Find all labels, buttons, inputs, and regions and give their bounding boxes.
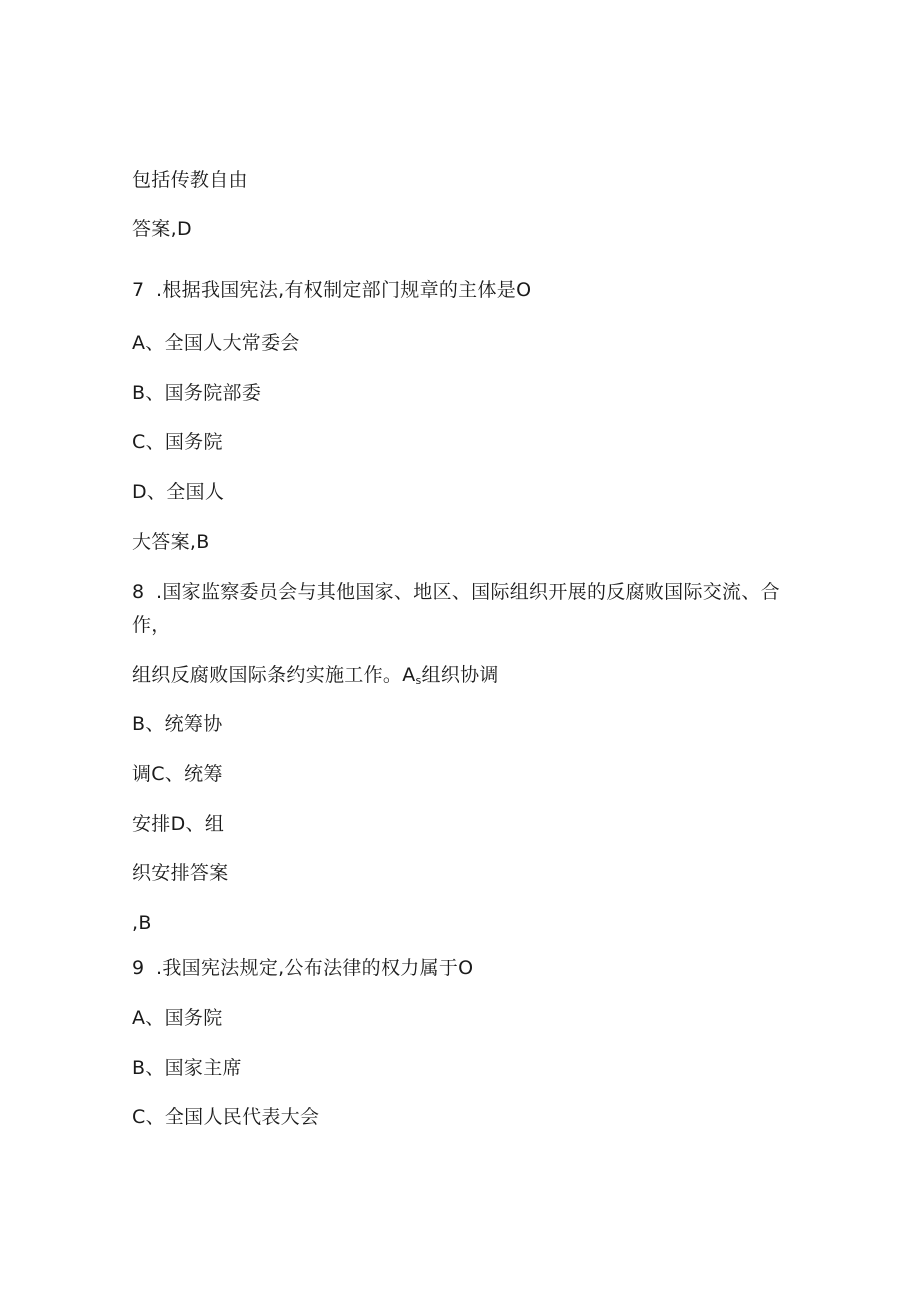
answer-line: 答案,D — [132, 218, 192, 240]
option-b: B、统筹协 — [132, 713, 223, 735]
question-text: .国家监察委员会与其他国家、地区、国际组织开展的反腐败国际交流、合 — [156, 581, 780, 603]
question-9 — [132, 956, 473, 980]
question-text: .我国宪法规定,公布法律的权力属于O — [156, 957, 474, 979]
question-8 — [132, 580, 780, 604]
text-segment: 组织反腐败国际条约实施工作。A — [132, 664, 416, 686]
option-a: A、国务院 — [132, 1007, 223, 1029]
question-number: 8 — [132, 581, 145, 603]
option-d: 安排D、组 — [132, 813, 225, 835]
answer-line: 大答案,B — [132, 531, 210, 553]
question-text-cont: 作， — [132, 614, 171, 636]
option-a: A、全国人大常委会 — [132, 332, 300, 354]
option-b: B、国家主席 — [132, 1057, 242, 1079]
answer-line: ,B — [132, 912, 152, 934]
question-text-cont — [132, 663, 499, 687]
option-c: C、国务院 — [132, 431, 223, 453]
question-number: 7 — [132, 279, 145, 301]
option-b: B、国务院部委 — [132, 382, 262, 404]
text-segment: 组织协调 — [421, 664, 499, 686]
question-7 — [132, 278, 531, 302]
option-c: 调C、统筹 — [132, 763, 223, 785]
option-c: C、全国人民代表大会 — [132, 1106, 320, 1128]
text-line: 包括传教自由 — [132, 169, 248, 191]
option-d: D、全国人 — [132, 481, 225, 503]
question-text: .根据我国宪法,有权制定部门规章的主体是O — [156, 279, 532, 301]
subscript: s — [415, 674, 422, 687]
question-number: 9 — [132, 957, 145, 979]
text-line: 织安排答案 — [132, 862, 229, 884]
